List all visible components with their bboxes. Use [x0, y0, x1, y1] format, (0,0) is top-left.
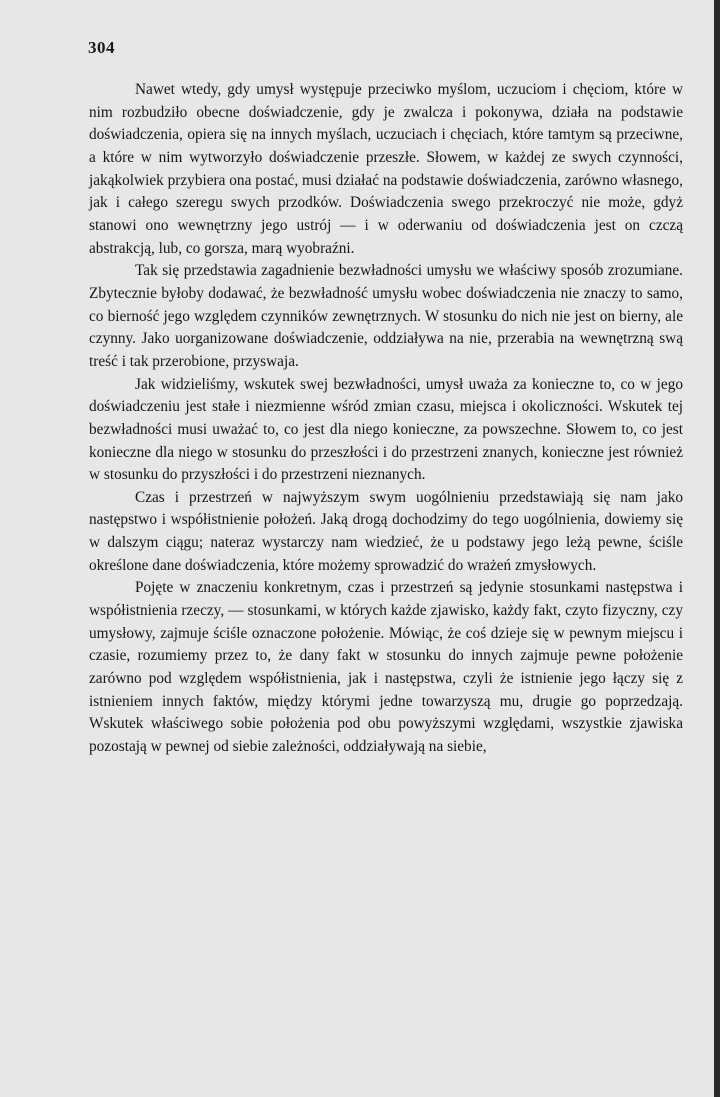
paragraph-3: Jak widzieliśmy, wskutek swej bezwładności, umysł uważa za konieczne to, co w jego doświadczeniu jest stałe i niezmienne wśród zmian czasu, miejsca i okoliczności. Wskutek tej bezwładności musi uważać to, co jest dla niego konieczne, za powszechne. Słowem to, co jest konieczne dla niego w stosunku do przeszłości i do przestrzeni znanych, konieczne jest również w stosunku do przyszłości i do przestrzeni nieznanych.	[89, 375, 683, 484]
body-text	[89, 79, 683, 759]
page-edge-shadow	[714, 0, 720, 1097]
paragraph-5: Pojęte w znaczeniu konkretnym, czas i przestrzeń są jedynie stosunkami następstwa i współistnienia rzeczy, — stosunkami, w których każde zjawisko, każdy fakt, czyto fizyczny, czy umysłowy, zajmuje ściśle oznaczone położenie. Mówiąc, że coś dzieje się w pewnym miejscu i czasie, rozumiemy przez to, że dany fakt w stosunku do innych zajmuje pewne położenie zarówno pod względem współistnienia, jak i następstwa, czyli że istnienie jego łączy się z istnieniem innych faktów, między którymi jedne towarzyszą mu, drugie go poprzedzają. Wskutek właściwego sobie położenia pod obu powyższymi względami, wszystkie zjawiska pozostają w pewnej od siebie zależności, oddziaływają na siebie,	[89, 579, 683, 756]
paragraph-2: Tak się przedstawia zagadnienie bezwładności umysłu we właściwy sposób zrozumiane. Zbytecznie byłoby dodawać, że bezwładność umysłu wobec doświadczenia nie znaczy to samo, co bierność jego względem czynników zewnętrznych. W stosunku do nich nie jest on bierny, ale czynny. Jako uorganizowane doświadczenie, oddziaływa na nie, przerabia na wewnętrzną swą treść i tak przerobione, przyswaja.	[89, 262, 683, 370]
paragraph-1: Nawet wtedy, gdy umysł występuje przeciwko myślom, uczuciom i chęciom, które w nim rozbudziło obecne doświadczenie, gdy je zwalcza i pokonywa, działa na podstawie doświadczenia, opiera się na innych myślach, uczuciach i chęciach, które tamtym są przeciwne, a które w nim wytworzyło doświadczenie przeszłe. Słowem, w każdej ze swych czynności, jakąkolwiek przybiera ona postać, musi działać na podstawie doświadczenia, zarówno własnego, jak i całego szeregu swych przodków. Doświadczenia swego przekroczyć nie może, gdyż stanowi ono wewnętrzny jego ustrój — i w oderwaniu od doświadczenia jest on czczą abstrakcją, lub, co gorsza, marą wyobraźni.	[89, 81, 683, 257]
paragraph-4: Czas i przestrzeń w najwyższym swym uogólnieniu przedstawiają się nam jako następstwo i współistnienie położeń. Jaką drogą dochodzimy do tego uogólnienia, dowiemy się w dalszym ciągu; nateraz wystarczy nam wiedzieć, że u podstawy jego leżą pewne, ściśle określone dane doświadczenia, które możemy sprowadzić do wrażeń zmysłowych.	[89, 488, 683, 574]
page-number: 304	[88, 38, 115, 57]
